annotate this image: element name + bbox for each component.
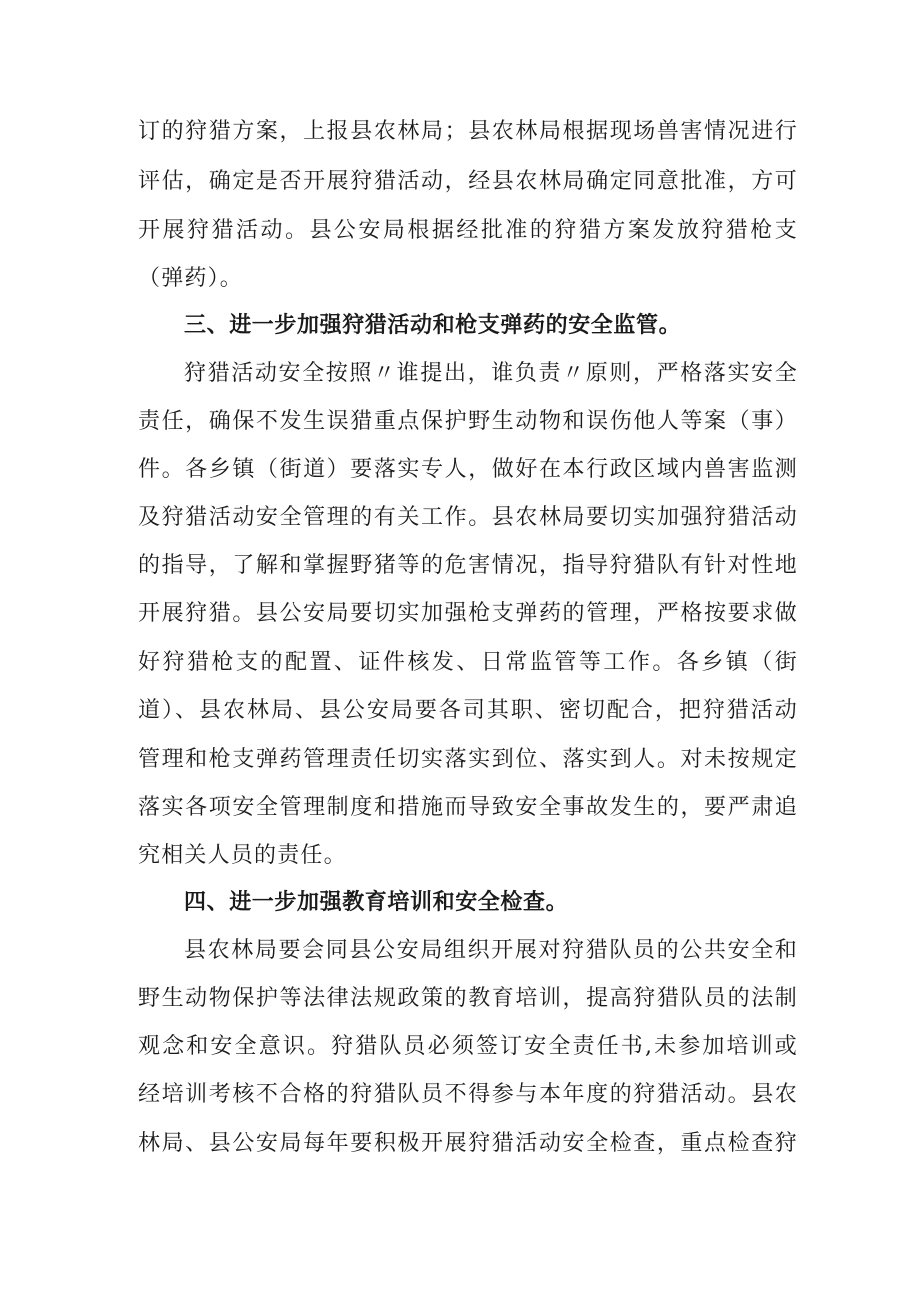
paragraph-line: 究相关人员的责任。 [138, 843, 347, 868]
paragraph-line: 道）、县农林局、县公安局要各司其职、密切配合，把狩猎活动 [138, 698, 798, 723]
paragraph-line: 经培训考核不合格的狩猎队员不得参与本年度的狩猎活动。县农 [138, 1082, 798, 1107]
section-heading-4: 四、进一步加强教育培训和安全检查。 [184, 890, 569, 915]
paragraph-line: 件。各乡镇（街道）要落实专人，做好在本行政区域内兽害监测 [138, 457, 798, 482]
paragraph-line: 县农林局要会同县公安局组织开展对狩猎队员的公共安全和 [184, 938, 798, 963]
paragraph-line: 评估，确定是否开展狩猎活动，经县农林局确定同意批准，方可 [138, 169, 798, 194]
paragraph-line: 订的狩猎方案，上报县农林局；县农林局根据现场兽害情况进行 [138, 119, 798, 144]
paragraph-line: 开展狩猎。县公安局要切实加强枪支弹药的管理，严格按要求做 [138, 601, 798, 626]
section-heading-3: 三、进一步加强狩猎活动和枪支弹药的安全监管。 [184, 313, 682, 338]
paragraph-line: 管理和枪支弹药管理责任切实落实到位、落实到人。对未按规定 [138, 747, 798, 772]
paragraph-line: 观念和安全意识。狩猎队员必须签订安全责任书,未参加培训或 [138, 1034, 798, 1059]
paragraph-line: 狩猎活动安全按照〃谁提出，谁负责〃原则，严格落实安全 [184, 361, 798, 386]
paragraph-line: 的指导，了解和掌握野猪等的危害情况，指导狩猎队有针对性地 [138, 553, 798, 578]
paragraph-line: （弹药）。 [138, 266, 244, 291]
paragraph-line: 野生动物保护等法律法规政策的教育培训，提高狩猎队员的法制 [138, 986, 798, 1011]
paragraph-line: 落实各项安全管理制度和措施而导致安全事故发生的，要严肃追 [138, 795, 798, 820]
paragraph-line: 责任，确保不发生误猎重点保护野生动物和误伤他人等案（事） [138, 409, 798, 434]
paragraph-line: 开展狩猎活动。县公安局根据经批准的狩猎方案发放狩猎枪支 [138, 218, 798, 243]
paragraph-line: 好狩猎枪支的配置、证件核发、日常监管等工作。各乡镇（街 [138, 650, 798, 675]
paragraph-line: 林局、县公安局每年要积极开展狩猎活动安全检查，重点检查狩 [138, 1131, 798, 1156]
paragraph-line: 及狩猎活动安全管理的有关工作。县农林局要切实加强狩猎活动 [138, 505, 798, 530]
